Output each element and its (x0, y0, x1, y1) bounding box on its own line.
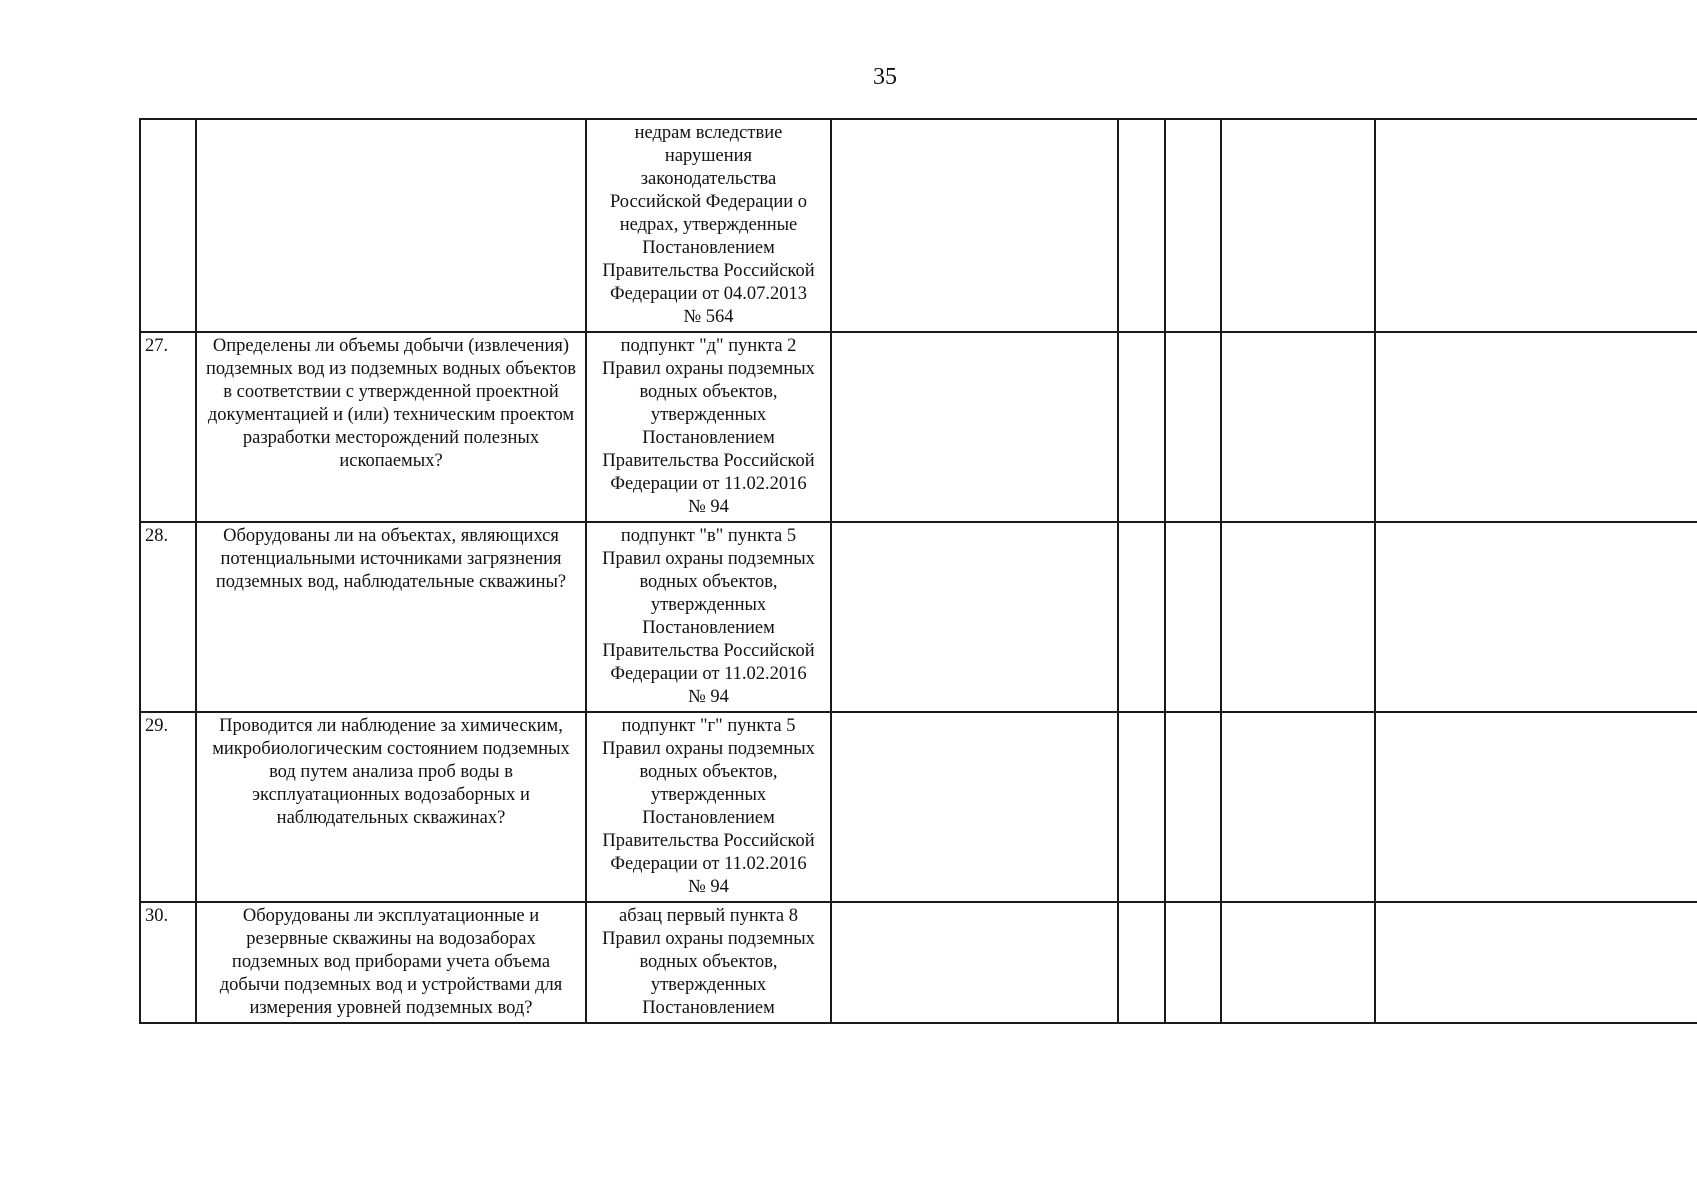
reference-line: Федерации от 11.02.2016 (610, 854, 807, 874)
note-cell (1221, 332, 1375, 522)
answer-yes-cell (831, 332, 1118, 522)
remarks-cell (1375, 712, 1697, 902)
reference-line: № 94 (688, 877, 729, 897)
reference-line: Постановлением (642, 998, 775, 1018)
answer-yes-cell (831, 119, 1118, 332)
reference-line: Федерации от 11.02.2016 (610, 474, 807, 494)
note-cell (1221, 522, 1375, 712)
answer-yes-cell (831, 522, 1118, 712)
row-number-cell: 29. (140, 712, 196, 902)
reference-line: Правил охраны подземных (602, 929, 815, 949)
answer-na-cell (1165, 712, 1221, 902)
question-cell: Проводится ли наблюдение за химическим, микробиологическим состоянием подземных вод путем анализа проб воды в эксплуатационных водозаборных и наблюдательных скважинах? (196, 712, 586, 902)
legal-reference-cell (586, 522, 831, 712)
question-cell: Оборудованы ли эксплуатационные и резервные скважины на водозаборах подземных вод приборами учета объема добычи подземных вод и устройствами для измерения уровней подземных вод? (196, 902, 586, 1023)
reference-line: подпункт "г" пункта 5 (621, 716, 796, 736)
reference-line: Правил охраны подземных (602, 739, 815, 759)
table-row (140, 332, 1697, 522)
answer-yes-cell (831, 712, 1118, 902)
reference-line: № 94 (688, 687, 729, 707)
row-number-cell: 27. (140, 332, 196, 522)
note-cell (1221, 712, 1375, 902)
row-number-cell (140, 119, 196, 332)
reference-line: абзац первый пункта 8 (619, 906, 798, 926)
answer-na-cell (1165, 119, 1221, 332)
reference-line: утвержденных (650, 595, 767, 615)
reference-line: № 564 (683, 307, 734, 327)
reference-line: Правительства Российской (602, 451, 815, 471)
remarks-cell (1375, 522, 1697, 712)
reference-line: водных объектов, (639, 572, 778, 592)
answer-no-cell (1118, 902, 1165, 1023)
reference-line: Российской Федерации о (609, 192, 808, 212)
reference-line: Правил охраны подземных (602, 549, 815, 569)
table-body (140, 119, 1697, 1023)
reference-line: Правительства Российской (602, 831, 815, 851)
reference-line: законодательства (640, 169, 777, 189)
question-cell (196, 119, 586, 332)
legal-reference-cell (586, 332, 831, 522)
table-row (140, 712, 1697, 902)
legal-reference-cell (586, 119, 831, 332)
reference-line: нарушения (664, 146, 753, 166)
checklist-table (139, 118, 1697, 1024)
reference-line: Федерации от 11.02.2016 (610, 664, 807, 684)
legal-reference-cell (586, 902, 831, 1023)
reference-line: водных объектов, (639, 952, 778, 972)
reference-line: недрах, утвержденные (619, 215, 798, 235)
answer-yes-cell (831, 902, 1118, 1023)
reference-line: Правительства Российской (602, 261, 815, 281)
reference-line: Постановлением (642, 808, 775, 828)
reference-line: Правительства Российской (602, 641, 815, 661)
note-cell (1221, 119, 1375, 332)
row-number-cell: 28. (140, 522, 196, 712)
question-cell: Оборудованы ли на объектах, являющихся потенциальными источниками загрязнения подземных вод, наблюдательные скважины? (196, 522, 586, 712)
reference-line: Постановлением (642, 238, 775, 258)
question-cell: Определены ли объемы добычи (извлечения) подземных вод из подземных водных объектов в соответствии с утвержденной проектной документацией и (или) техническим проектом разработки месторождений полезных ископаемых? (196, 332, 586, 522)
row-number-cell: 30. (140, 902, 196, 1023)
reference-line: водных объектов, (639, 762, 778, 782)
reference-line: утвержденных (650, 405, 767, 425)
legal-reference-cell (586, 712, 831, 902)
reference-line: Правил охраны подземных (602, 359, 815, 379)
reference-line: № 94 (688, 497, 729, 517)
reference-line: утвержденных (650, 785, 767, 805)
reference-line: утвержденных (650, 975, 767, 995)
table-row (140, 119, 1697, 332)
reference-line: подпункт "в" пункта 5 (620, 526, 797, 546)
reference-line: подпункт "д" пункта 2 (620, 336, 797, 356)
answer-no-cell (1118, 332, 1165, 522)
answer-na-cell (1165, 522, 1221, 712)
answer-no-cell (1118, 119, 1165, 332)
answer-na-cell (1165, 902, 1221, 1023)
note-cell (1221, 902, 1375, 1023)
page-number: 35 (873, 64, 897, 90)
table-row (140, 902, 1697, 1023)
reference-line: Федерации от 04.07.2013 (610, 284, 807, 304)
remarks-cell (1375, 332, 1697, 522)
table-row (140, 522, 1697, 712)
answer-no-cell (1118, 712, 1165, 902)
remarks-cell (1375, 119, 1697, 332)
reference-line: Постановлением (642, 428, 775, 448)
answer-no-cell (1118, 522, 1165, 712)
reference-line: водных объектов, (639, 382, 778, 402)
remarks-cell (1375, 902, 1697, 1023)
answer-na-cell (1165, 332, 1221, 522)
reference-line: Постановлением (642, 618, 775, 638)
reference-line: недрам вследствие (634, 123, 783, 143)
